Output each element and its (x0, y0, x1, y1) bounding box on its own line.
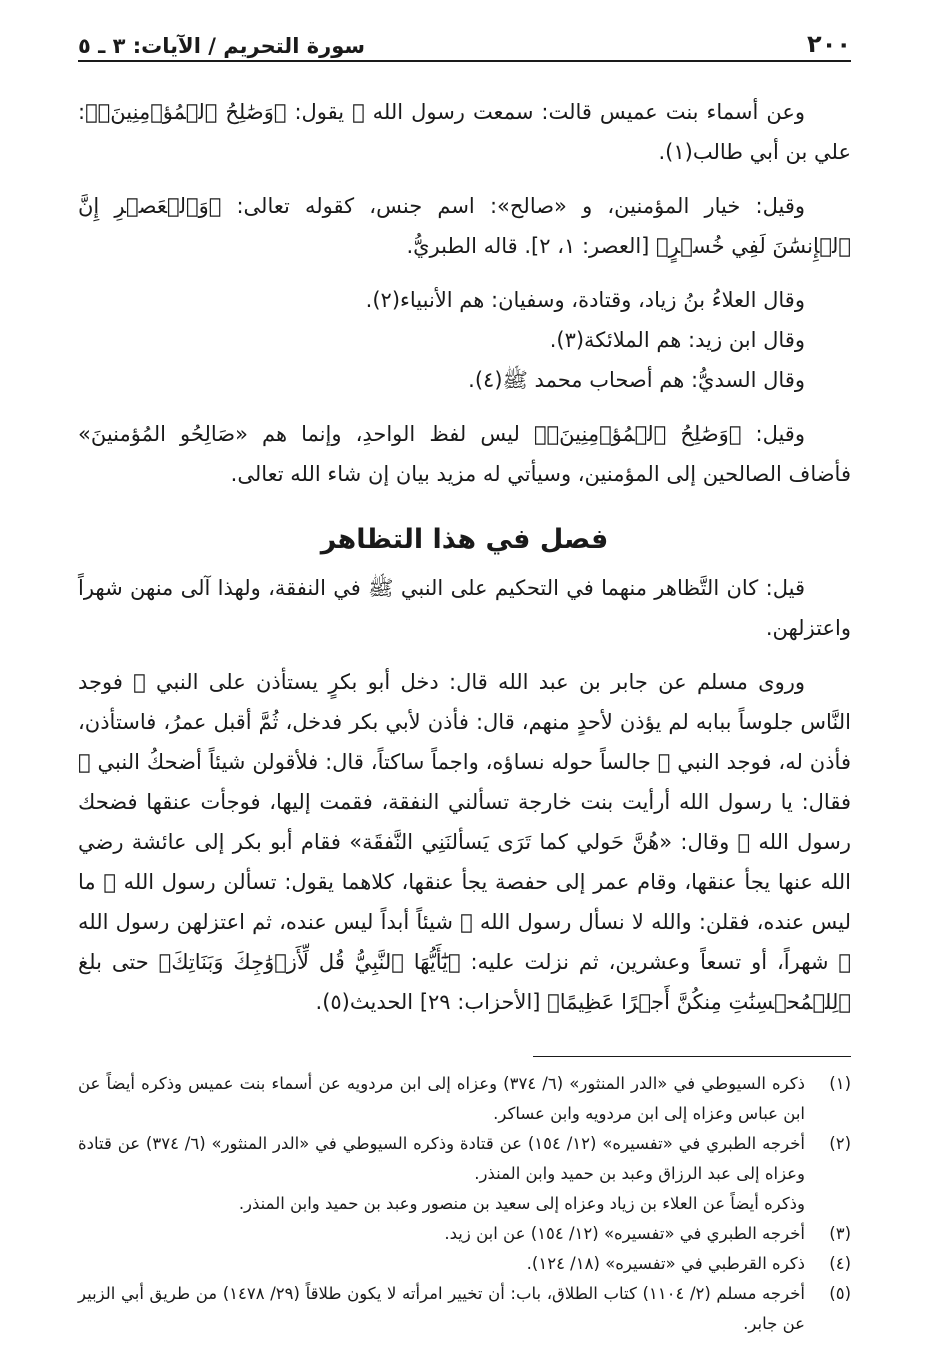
paragraph: وقيل: خيار المؤمنين، و «صالح»: اسم جنس، كقوله تعالى: ﴿وَٱلۡعَصۡرِ إِنَّ ٱلۡإِنسَٰنَ لَفِي خُسۡرٍ﴾ [العصر: ١، ٢]. قاله الطبريُّ. (78, 194, 851, 258)
footnote-number: (١) (829, 1074, 851, 1093)
footnote (78, 1219, 851, 1249)
main-text (78, 92, 851, 1022)
paragraph: قيل: كان التَّظاهر منهما في التحكيم على النبي ﷺ في النفقة، ولهذا آلى منهن شهراً واعتزلهن. (78, 576, 851, 640)
footnote-divider (533, 1056, 851, 1057)
footnote-continuation: وذكره أيضاً عن العلاء بن زياد وعزاه إلى سعيد بن منصور وعبد بن حميد وابن المنذر. (238, 1194, 805, 1213)
footnote-text: أخرجه الطبري في «تفسيره» (١٢/ ١٥٤) عن قتادة وذكره السيوطي في «الدر المنثور» (٦/ ٣٧٤) عن قتادة وعزاه إلى عبد الرزاق وعبد بن حميد وابن المنذر. (78, 1134, 806, 1183)
paragraph: وقال ابن زيد: هم الملائكة(٣). (549, 328, 805, 352)
header-separator: / (208, 34, 216, 58)
paragraph: وقيل: ﴿وَصَٰلِحُ ٱلۡمُؤۡمِنِينَۖ﴾ ليس لفظ الواحدِ، وإنما هم «صَالِحُو المُؤمنينَ» فأضاف الصالحين إلى المؤمنين، وسيأتي له مزيد بيان إن شاء الله تعالى. (78, 422, 851, 486)
paragraph: وقال السديُّ: هم أصحاب محمد ﷺ(٤). (468, 368, 805, 392)
footnote-number: (٣) (829, 1224, 851, 1243)
paragraph: وروى مسلم عن جابر بن عبد الله قال: دخل أبو بكرٍ يستأذن على النبي ﷺ فوجد النَّاس جلوساً ببابه لم يؤذن لأحدٍ منهم، قال: فأذن لأبي بكر فدخل، ثُمَّ أقبل عمرُ، فاستأذن، فأذن له، فوجد النبي ﷺ جالساً حوله نساؤه، واجماً ساكتاً، قال: فلأقولن شيئاً أضحكُ النبي ﷺ فقال: يا رسول الله أرأيت بنت خارجة تسألني النفقة، فقمت إليها، فوجأت عنقها فضحك رسول الله ﷺ وقال: «هُنَّ حَولي كما تَرَى يَسألنَنِي النَّفقَة» فقام أبو بكر إلى عائشة رضي الله عنها يجأ عنقها، وقام عمر إلى حفصة يجأ عنقها، كلاهما يقول: تسألن رسول الله ﷺ ما ليس عنده، فقلن: والله لا نسأل رسول الله ﷺ شيئاً أبداً ليس عنده، ثم اعتزلهن رسول الله ﷺ شهراً، أو تسعاً وعشرين، ثم نزلت عليه: ﴿يَٰٓأَيُّهَا ٱلنَّبِيُّ قُل لِّأَزۡوَٰجِكَ وَبَنَاتِكَ﴾ حتى بلغ ﴿لِلۡمُحۡسِنَٰتِ مِنكُنَّ أَجۡرًا عَظِيمًا﴾ [الأحزاب: ٢٩] الحديث(٥). (78, 670, 851, 1014)
page-number: ٢٠٠ (807, 30, 851, 58)
footnote-text: أخرجه مسلم (٢/ ١١٠٤) كتاب الطلاق، باب: أن تخيير امرأته لا يكون طلاقاً (٢٩/ ١٤٧٨) من طريق أبي الزبير عن جابر. (78, 1284, 805, 1333)
footnote-number: (٢) (829, 1134, 851, 1153)
footnote-number: (٤) (829, 1254, 851, 1273)
paragraph: وقال العلاءُ بنُ زياد، وقتادة، وسفيان: هم الأنبياء(٢). (365, 288, 805, 312)
footnotes (78, 1069, 851, 1339)
footnote-text: ذكره السيوطي في «الدر المنثور» (٦/ ٣٧٤) وعزاه إلى ابن مردويه عن أسماء بنت عميس وذكره أيضاً عن ابن عباس وعزاه إلى ابن مردويه وابن عساكر. (78, 1074, 805, 1123)
header-verses: الآيات: ٣ ـ ٥ (78, 34, 201, 58)
footnote (78, 1069, 851, 1129)
footnote (78, 1129, 851, 1189)
header-title (78, 34, 365, 60)
paragraph: وعن أسماء بنت عميس قالت: سمعت رسول الله ﷺ يقول: ﴿وَصَٰلِحُ ٱلۡمُؤۡمِنِينَۖ﴾: علي بن أبي طالب(١). (78, 100, 851, 164)
footnote-text: ذكره القرطبي في «تفسيره» (١٨/ ١٢٤). (526, 1254, 805, 1273)
footnote-text: أخرجه الطبري في «تفسيره» (١٢/ ١٥٤) عن ابن زيد. (444, 1224, 805, 1243)
running-header (78, 26, 851, 62)
footnote (78, 1279, 851, 1339)
section-heading: فصل في هذا التظاهر (320, 524, 609, 555)
footnote-number: (٥) (829, 1284, 851, 1303)
header-surah: سورة التحريم (223, 34, 366, 58)
footnote (78, 1249, 851, 1279)
